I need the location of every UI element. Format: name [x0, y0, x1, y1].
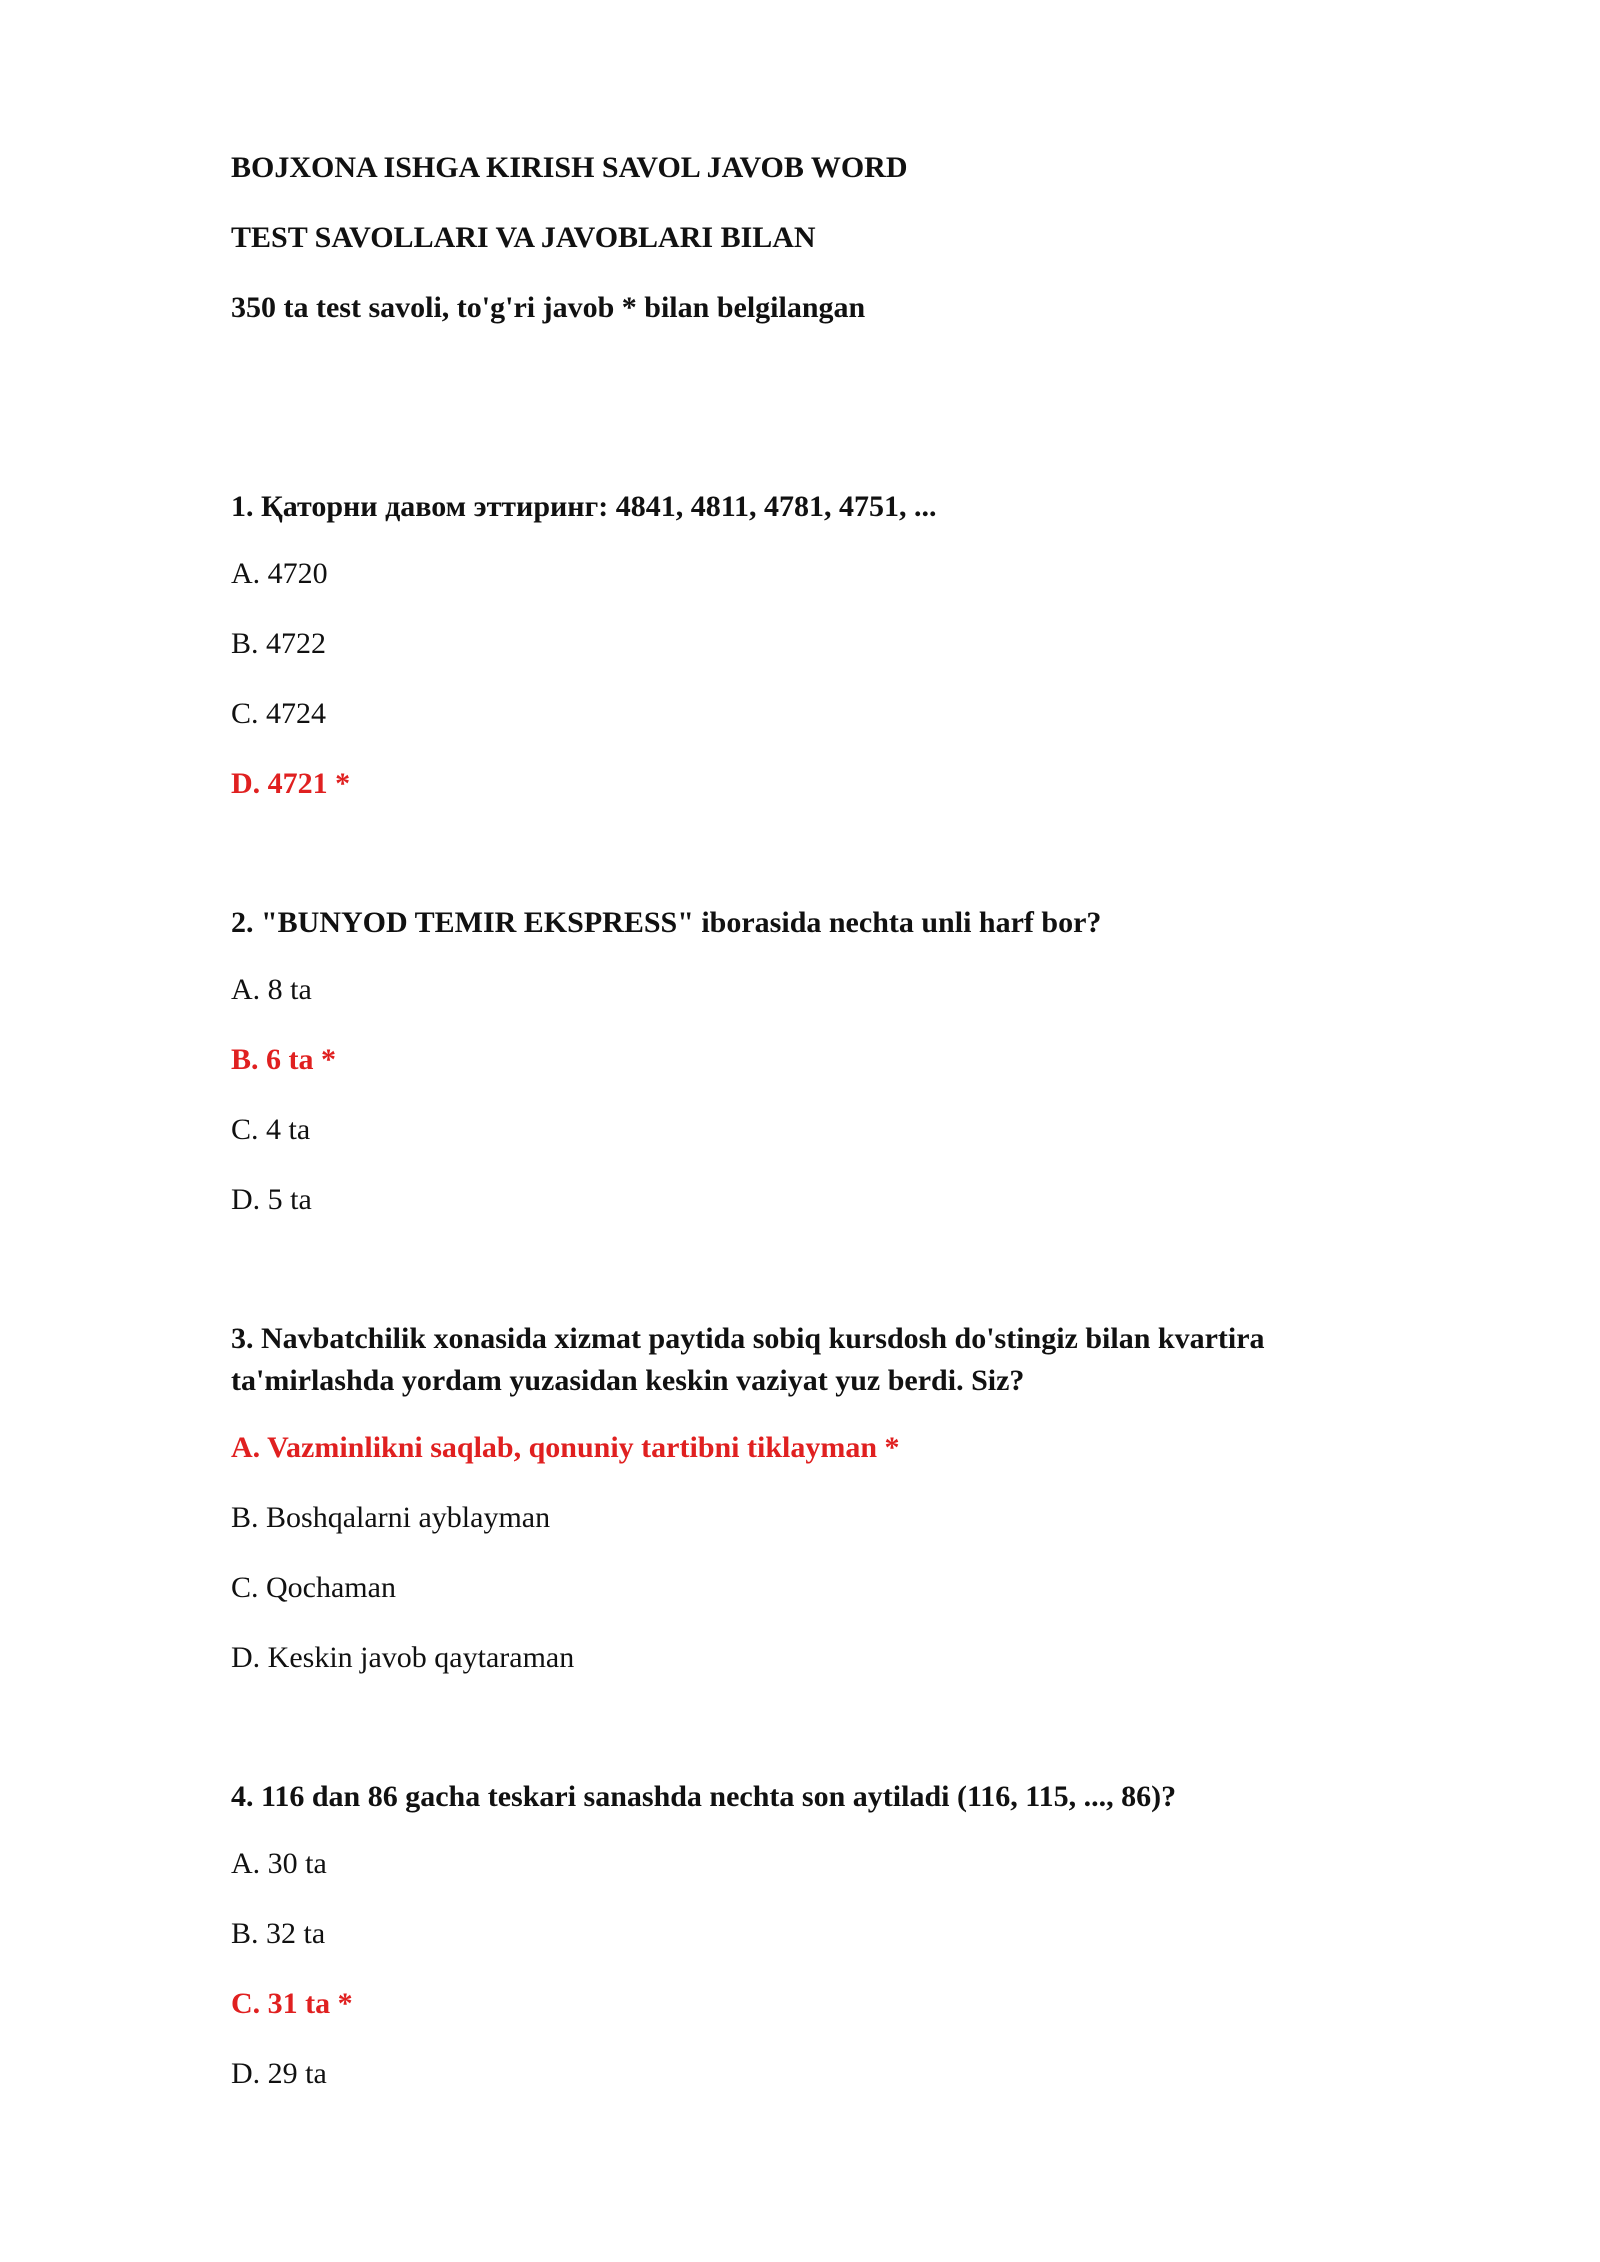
answer-option-a: A. 4720 — [231, 557, 328, 590]
question-3 — [231, 1318, 1381, 1676]
question-text: 4. 116 dan 86 gacha teskari sanashda nechta son aytiladi (116, 115, ..., 86)? — [231, 1780, 1177, 1813]
answer-option-d: D. 5 ta — [231, 1183, 312, 1216]
answer-option-b: B. Boshqalarni ayblayman — [231, 1501, 551, 1534]
answer-option-c: C. 4 ta — [231, 1113, 311, 1146]
question-text: 1. Қаторни давом эттиринг: 4841, 4811, 4781, 4751, ... — [231, 490, 937, 523]
answer-option-b: B. 32 ta — [231, 1917, 326, 1950]
question-4 — [231, 1776, 1381, 2092]
answer-option-c: C. Qochaman — [231, 1571, 396, 1604]
question-text: 2. "BUNYOD TEMIR EKSPRESS" iborasida nechta unli harf bor? — [231, 906, 1102, 939]
document-note: 350 ta test savoli, to'g'ri javob * bilan belgilangan — [231, 291, 866, 324]
answer-option-a: A. 30 ta — [231, 1847, 327, 1880]
answer-option-b: B. 6 ta * — [231, 1043, 336, 1076]
question-list — [231, 486, 1381, 2092]
answer-option-d: D. 29 ta — [231, 2057, 327, 2090]
answer-option-a: A. Vazminlikni saqlab, qonuniy tartibni tiklayman * — [231, 1431, 900, 1464]
document-subtitle: TEST SAVOLLARI VA JAVOBLARI BILAN — [231, 221, 816, 254]
document-title: BOJXONA ISHGA KIRISH SAVOL JAVOB WORD — [231, 151, 908, 184]
question-1 — [231, 486, 1381, 802]
answer-option-a: A. 8 ta — [231, 973, 312, 1006]
answer-option-c: C. 31 ta * — [231, 1987, 353, 2020]
question-text: 3. Navbatchilik xonasida xizmat paytida sobiq kursdosh do'stingiz bilan kvartira ta'mirlashda yordam yuzasidan keskin vaziyat yuz berdi. Siz? — [231, 1322, 1265, 1397]
question-2 — [231, 902, 1381, 1218]
document-content — [231, 150, 1381, 2092]
answer-option-d: D. 4721 * — [231, 767, 351, 800]
answer-option-d: D. Keskin javob qaytaraman — [231, 1641, 575, 1674]
answer-option-b: B. 4722 — [231, 627, 327, 660]
answer-option-c: C. 4724 — [231, 697, 327, 730]
